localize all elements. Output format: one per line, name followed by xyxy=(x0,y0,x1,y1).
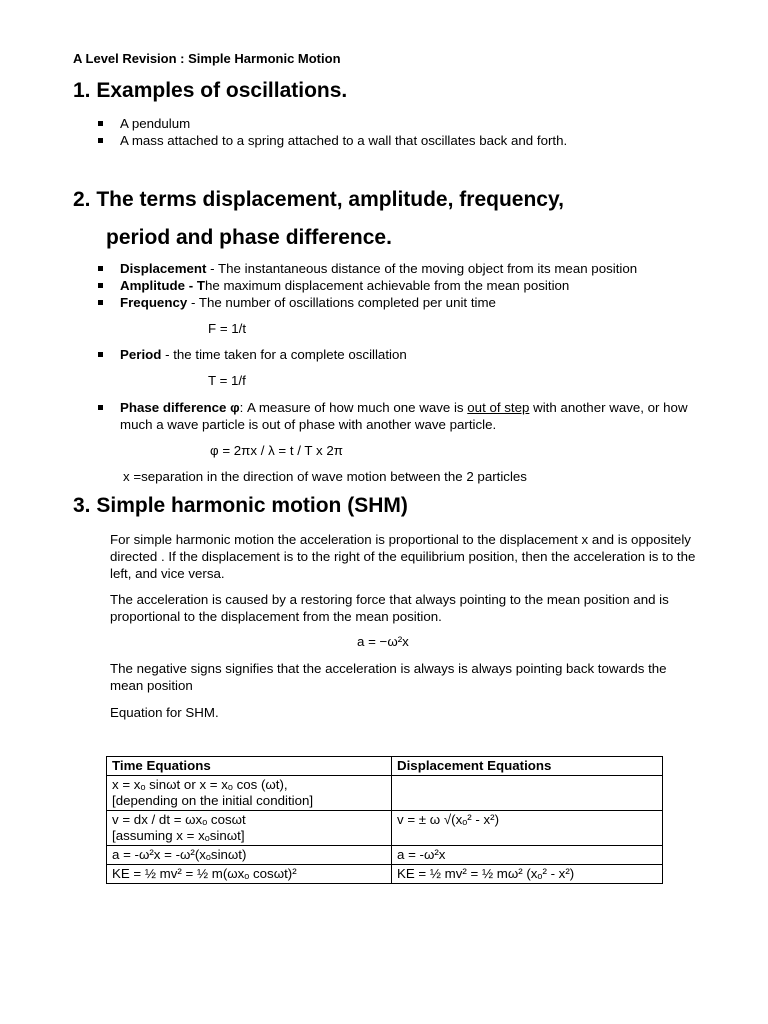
bullet-square-icon xyxy=(98,138,103,143)
term-definition: : A measure of how much one wave is xyxy=(239,400,468,415)
section-1-heading: 1. Examples of oscillations. xyxy=(73,79,348,102)
term-label: Period xyxy=(120,347,162,362)
cell-line: KE = ½ mv² = ½ m(ωxₒ cosωt)² xyxy=(112,866,297,881)
cell-line: a = -ω²x = -ω²(xₒsinωt) xyxy=(112,847,247,862)
list-item-amplitude xyxy=(75,277,637,294)
period-formula: T = 1/f xyxy=(208,373,246,388)
cell-line: [depending on the initial condition] xyxy=(112,793,314,808)
bullet-square-icon xyxy=(98,266,103,271)
table-row xyxy=(107,811,663,846)
column-header-time: Time Equations xyxy=(107,757,392,776)
separation-note: x =separation in the direction of wave motion between the 2 particles xyxy=(123,469,527,484)
shm-paragraph-4: Equation for SHM. xyxy=(110,705,219,720)
displacement-equation-cell xyxy=(392,865,663,884)
cell-line: a = -ω²x xyxy=(397,847,446,862)
section-2-heading-line2: period and phase difference. xyxy=(106,226,392,249)
list-item xyxy=(75,132,567,149)
term-definition: - the time taken for a complete oscillation xyxy=(161,347,407,362)
cell-line: KE = ½ mv² = ½ mω² (xₒ² - x²) xyxy=(397,866,575,881)
time-equation-cell xyxy=(107,776,392,811)
list-item xyxy=(75,115,567,132)
cell-line: x = xₒ sinωt or x = xₒ cos (ωt), xyxy=(112,777,288,792)
column-header-displacement: Displacement Equations xyxy=(392,757,663,776)
term-definition: - The instantaneous distance of the moving object from its mean position xyxy=(206,261,638,276)
bullet-square-icon xyxy=(98,405,103,410)
term-definition: - The number of oscillations completed per unit time xyxy=(187,295,496,310)
list-item-text: A mass attached to a spring attached to a wall that oscillates back and forth. xyxy=(120,133,568,148)
table-header-row xyxy=(107,757,663,776)
phase-list xyxy=(75,399,715,433)
shm-paragraph-2: The acceleration is caused by a restoring force that always pointing to the mean position and is proportional to the displacement from the mean position. xyxy=(110,592,669,624)
time-equation-cell xyxy=(107,846,392,865)
section-3-heading: 3. Simple harmonic motion (SHM) xyxy=(73,494,408,517)
term-definition: he maximum displacement achievable from the mean position xyxy=(204,278,570,293)
cell-line: v = dx / dt = ωxₒ cosωt xyxy=(112,812,246,827)
list-item-displacement xyxy=(75,260,637,277)
time-equation-cell xyxy=(107,811,392,846)
terms-list xyxy=(75,260,637,311)
oscillation-examples-list xyxy=(75,115,567,149)
term-label: Amplitude - T xyxy=(120,278,205,293)
bullet-square-icon xyxy=(98,121,103,126)
shm-paragraph-3: The negative signs signifies that the acceleration is always is always pointing back towards the mean position xyxy=(110,661,667,693)
list-item-period xyxy=(75,346,407,363)
list-item-frequency xyxy=(75,294,637,311)
displacement-equation-cell xyxy=(392,776,663,811)
underlined-phrase: out of step xyxy=(467,400,530,415)
section-2-heading-line1: 2. The terms displacement, amplitude, frequency, xyxy=(73,188,564,211)
document-title: A Level Revision : Simple Harmonic Motion xyxy=(73,51,341,66)
table-row xyxy=(107,865,663,884)
bullet-square-icon xyxy=(98,283,103,288)
phase-formula: φ = 2πx / λ = t / T x 2π xyxy=(210,443,343,458)
bullet-square-icon xyxy=(98,300,103,305)
term-label: Frequency xyxy=(120,295,188,310)
term-definition-cont: with another wave, or how much a wave particle is out of phase with another wave particle. xyxy=(120,400,688,432)
displacement-equation-cell xyxy=(392,811,663,846)
shm-equations-table xyxy=(106,756,663,884)
time-equation-cell xyxy=(107,865,392,884)
acceleration-formula: a = −ω²x xyxy=(357,634,409,649)
list-item-text: A pendulum xyxy=(120,116,191,131)
term-label: Phase difference φ xyxy=(120,400,240,415)
bullet-square-icon xyxy=(98,352,103,357)
period-list xyxy=(75,346,407,363)
frequency-formula: F = 1/t xyxy=(208,321,247,336)
table-row xyxy=(107,846,663,865)
cell-line: v = ± ω √(xₒ² - x²) xyxy=(397,812,500,827)
shm-paragraph-1: For simple harmonic motion the acceleration is proportional to the displacement x and is oppositely directed . If the displacement is to the right of the equilibrium position, then the acceleration is to the left, and vice versa. xyxy=(110,532,696,581)
displacement-equation-cell xyxy=(392,846,663,865)
term-label: Displacement xyxy=(120,261,207,276)
table-row xyxy=(107,776,663,811)
list-item-phase-difference xyxy=(75,399,715,433)
cell-line: [assuming x = xₒsinωt] xyxy=(112,828,245,843)
